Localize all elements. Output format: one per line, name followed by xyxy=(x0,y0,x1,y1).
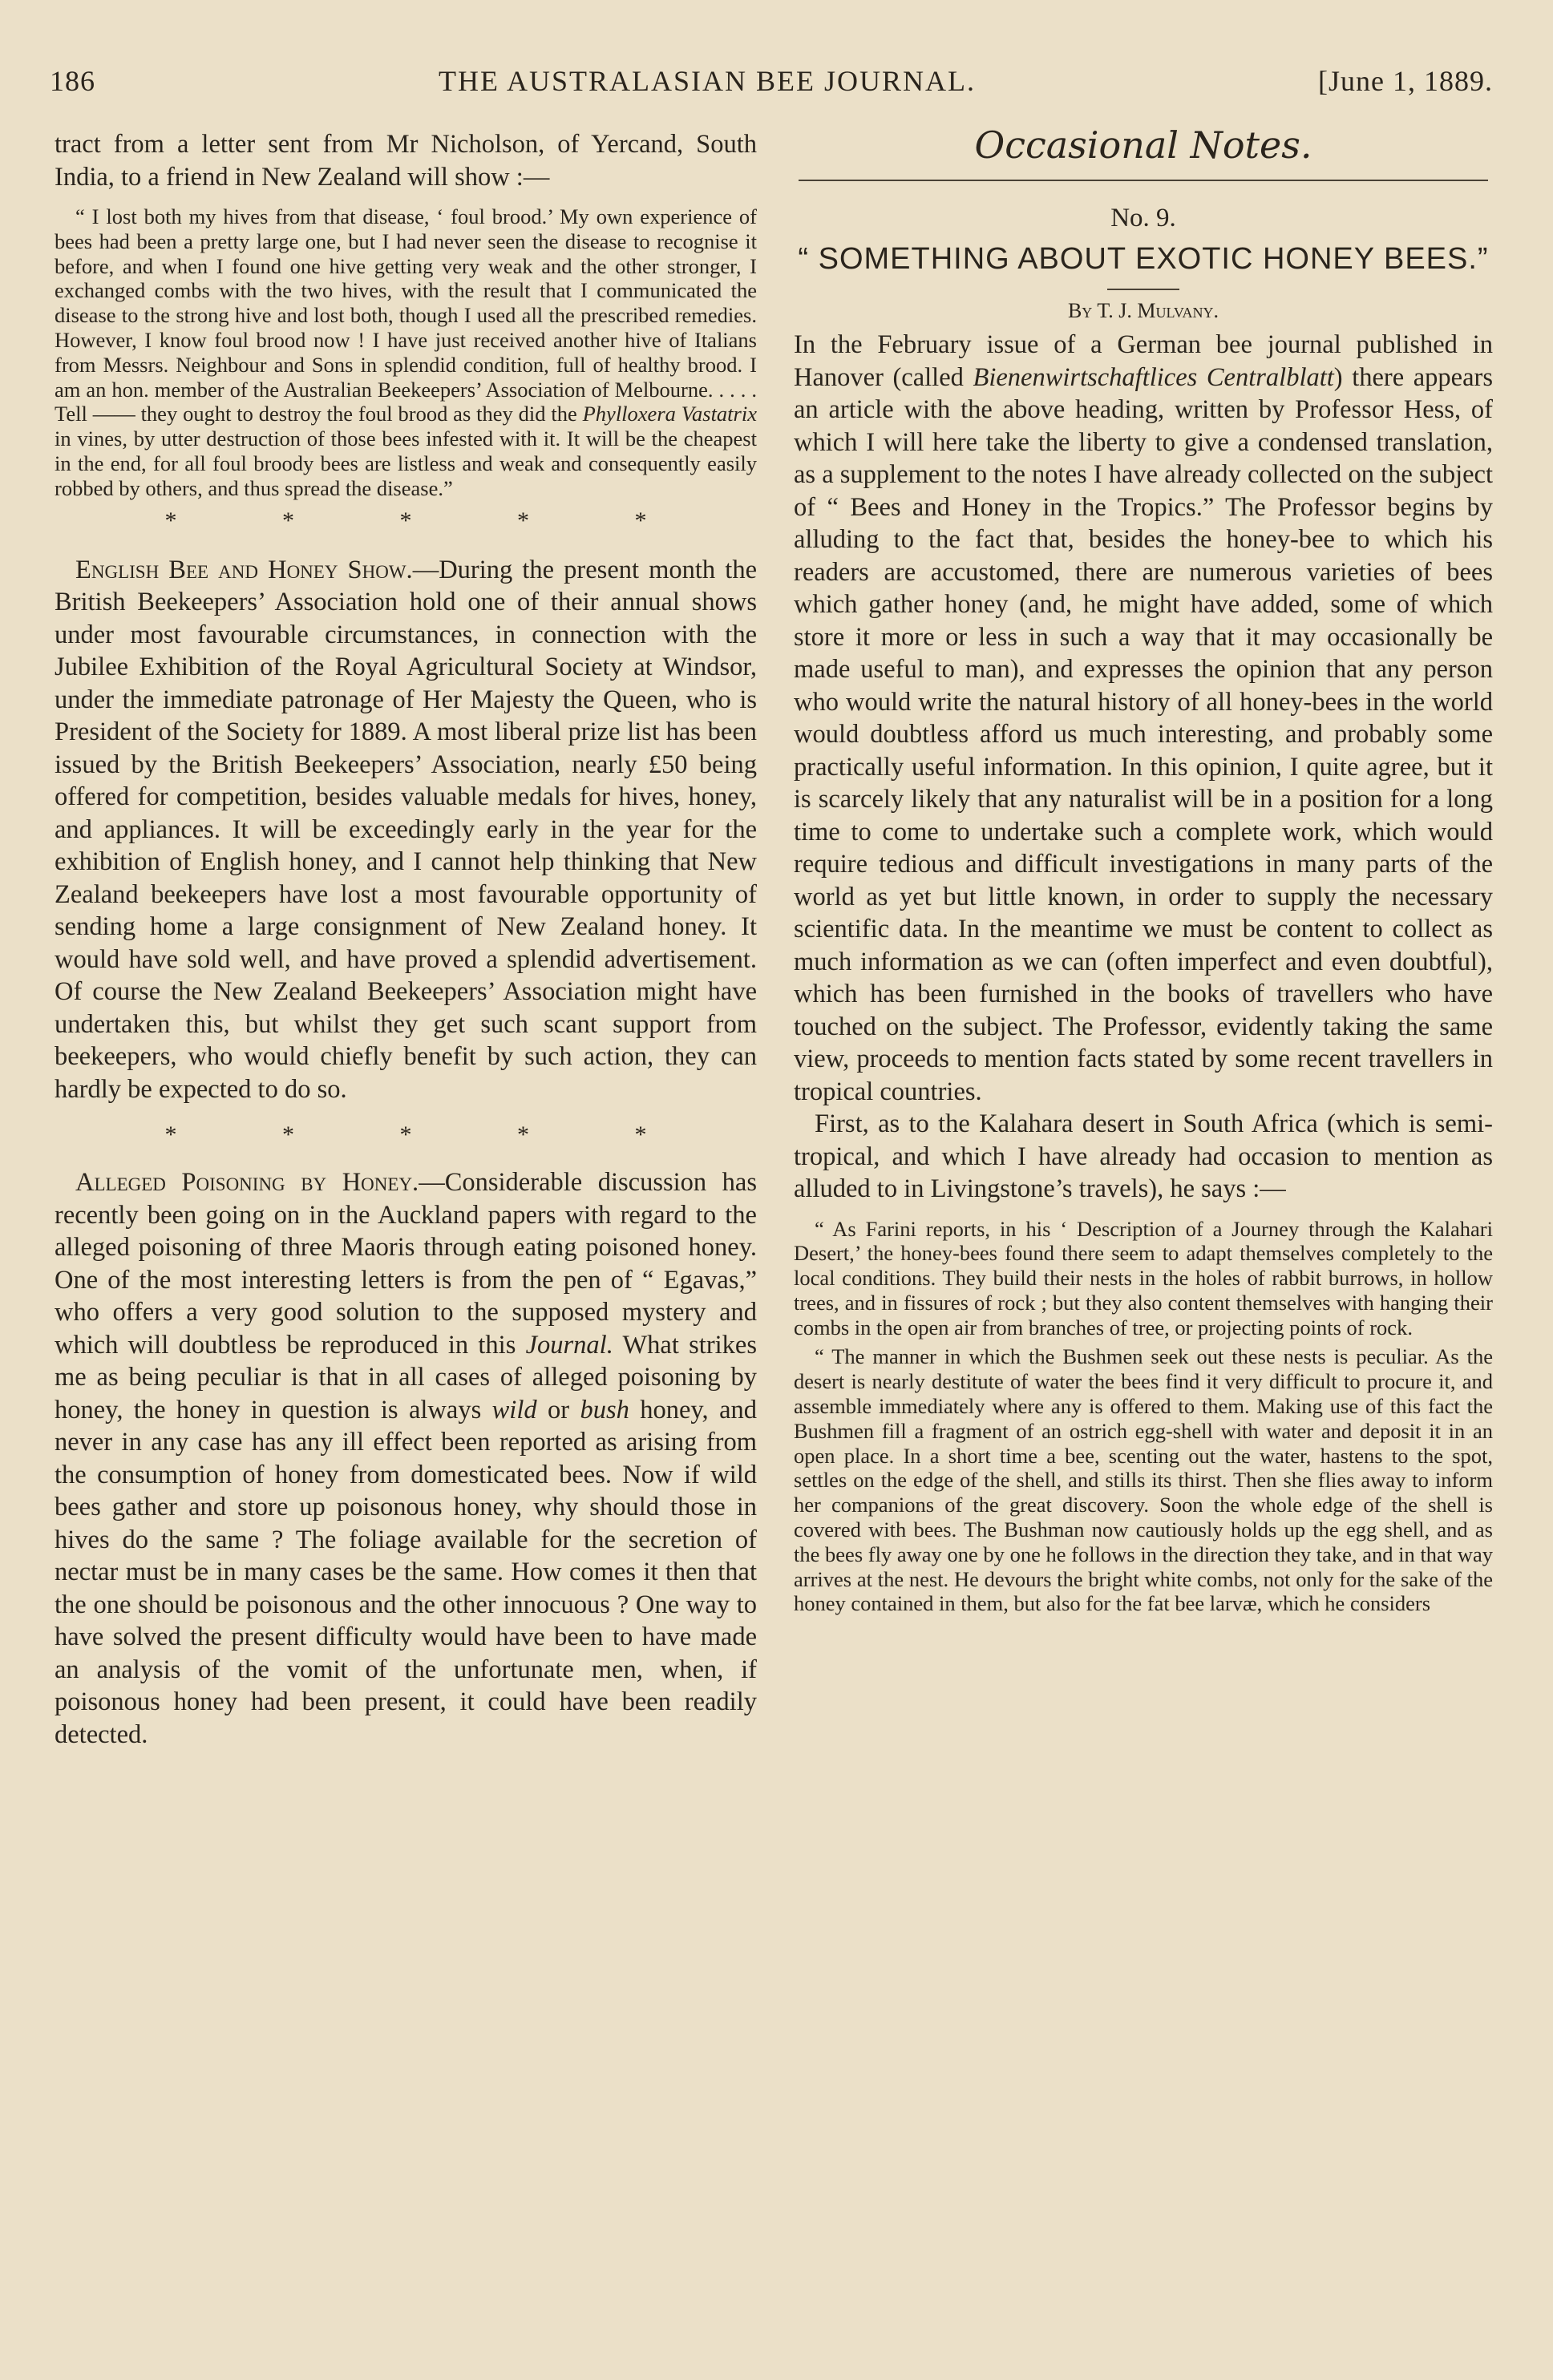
article-paragraph-text: In the February issue of a German bee journal published in Hanover (called xyxy=(794,330,1493,392)
alleged-poisoning-text: —Considerable discussion has recently been going on in the Auckland papers with regard to the alleged poisoning of three Maoris through eating poisoned honey. One of the most interesting letters is from the pen of “ Egavas,” who offers a very good solution to the supposed mystery and which will doubtless be reproduced in this xyxy=(55,1168,758,1360)
nicholson-quote xyxy=(55,204,757,501)
english-show-paragraph xyxy=(55,554,757,1106)
farini-quote: “ As Farini reports, in his ‘ Description of a Journey through the Kalahari Desert,’ the honey-bees found there seem to adapt themselves completely to the local conditions. They build their nests in the holes of rabbit burrows, in hollow trees, and in fissures of rock ; but they also content themselves with hanging their combs in the open air from branches of tree, or projecting points of rock. xyxy=(794,1216,1493,1340)
alleged-poisoning-paragraph xyxy=(55,1166,757,1751)
article-headline: “ SOMETHING ABOUT EXOTIC HONEY BEES.” xyxy=(798,242,1489,276)
alleged-poisoning-text: What strikes me as being peculiar is that in all cases of alleged poisoning by honey, the honey in question is always xyxy=(55,1330,757,1424)
alleged-poisoning-text: honey, and never in any case has any ill effect been reported as arising from the consumption of honey from domesticated bees. Now if wild bees gather and store up poisonous honey, why should those in hives do the same ? The foliage available for the secretion of nectar must be in many cases be the same. How comes it then that the one should be poisonous and the other innocuous ? One way to have solved the present difficulty would have been to have made an analysis of the vomit of the unfortunate men, when, if poisonous honey had been present, it could have been readily detected. xyxy=(55,1395,757,1749)
bush-term: bush xyxy=(580,1395,629,1424)
nicholson-quote-end: in vines, by utter destruction of those bees infested with it. It will be the cheapest in the end, for all foul broody bees are listless and weak and consequently easily robbed by others, and thus spread the disease.” xyxy=(55,426,757,500)
alleged-poisoning-heading: Alleged Poisoning by Honey. xyxy=(75,1168,419,1198)
right-column xyxy=(794,120,1493,1616)
phylloxera-term: Phylloxera Vastatrix xyxy=(582,402,757,426)
article-paragraph-text: ) there appears an article with the above heading, written by Professor Hess, of which I will here take the liberty to give a condensed translation, as a supplement to the notes I have already collected on the subject of “ Bees and Honey in the Tropics.” The Professor begins by alluding to the fact that, besides the honey-bee to which his readers are accustomed, there are numerous varieties of bees which gather honey (and, he might have added, some of which store it more or less in such a way that it may occasionally be made useful to man), and expresses the opinion that any person who would write the natural history of all honey-bees in the world would doubtless afford us much interesting, and probably some practically useful information. In this opinion, I quite agree, but it is scarcely likely that any naturalist will be in a position for a long time to come to undertake such a complete work, which would require tedious and difficult investigations in many parts of the world as yet but little known, in order to supply the necessary scientific data. In the meantime we must be content to collect as much information as we can (often imperfect and even doubtful), which has been furnished in the books of travellers who have touched on the subject. The Professor, evidently taking the same view, proceeds to mention facts stated by some recent travellers in tropical countries. xyxy=(794,362,1493,1106)
bushmen-quote: “ The manner in which the Bushmen seek out these nests is peculiar. As the desert is nearly destitute of water the bees find it very difficult to procure it, and assemble immediately where any is offered to them. Making use of this fact the Bushmen fill a fragment of an ostrich egg-shell with water and deposit it in an open place. In a short time a bee, scenting out the water, hastens to the spot, settles on the edge of the shell, and stills its thirst. Then she flies away to inform her companions of the great discovery. Soon the whole edge of the shell is covered with bees. The Bushman now cautiously holds up the egg shell, and as the bees fly away one by one he follows in the direction they take, and in that way arrives at the nest. He devours the bright white combs, not only for the sake of the honey contained in them, but also for the fat bee larvæ, which he considers xyxy=(794,1344,1493,1616)
english-show-text: —During the present month the British Beekeepers’ Association hold one of their annual shows under most favourable circumstances, in connection with the Jubilee Exhibition of the Royal Agricultural Society at Windsor, under the immediate patronage of Her Majesty the Queen, who is President of the Society for 1889. A most liberal prize list has been issued by the British Beekeepers’ Association, nearly £50 being offered for competition, besides valuable medals for hives, honey, and appliances. It will be exceedingly early in the year for the exhibition of English honey, and I cannot help thinking that New Zealand beekeepers have lost a most favourable opportunity of sending home a large consignment of New Zealand honey. It would have sold well, and have proved a splendid advertisement. Of course the New Zealand Beekeepers’ Association might have undertaken this, but whilst they get such scant support from beekeepers, who would chiefly benefit by such action, they can hardly be expected to do so. xyxy=(55,555,757,1104)
journal-title: THE AUSTRALASIAN BEE JOURNAL. xyxy=(439,65,976,97)
journal-term: Journal. xyxy=(525,1330,613,1360)
english-show-heading: English Bee and Honey Show. xyxy=(75,555,413,584)
left-column xyxy=(55,128,757,1751)
intro-paragraph: tract from a letter sent from Mr Nicholson, of Yercand, South India, to a friend in New Zealand will show :— xyxy=(55,130,757,192)
note-number: No. 9. xyxy=(1110,204,1176,232)
nicholson-quote-text: “ I lost both my hives from that disease, ‘ foul brood.’ My own experience of bees had been a pretty large one, but I had never seen the disease to recognise it before, and when I found one hive getting very weak and the other stronger, I exchanged combs with the two hives, with the result that I communicated the disease to the strong hive and lost both, though I used all the prescribed remedies. However, I know foul brood now ! I have just received another hive of Italians from Messrs. Neighbour and Sons in splendid condition, full of healthy brood. I am an hon. member of the Australian Beekeepers’ Association of Melbourne. . . . . Tell —— they ought to destroy the foul brood as they did the xyxy=(55,204,757,426)
page-number: 186 xyxy=(50,65,95,97)
title-rule xyxy=(799,180,1488,181)
separator-stars: * * * * * xyxy=(164,1121,697,1149)
kalahara-paragraph: First, as to the Kalahara desert in South Africa (which is semi-tropical, and which I have already had occasion to mention as alluded to in Livingstone’s travels), he says :— xyxy=(794,1109,1493,1203)
headline-rule xyxy=(1107,289,1179,290)
page-header xyxy=(50,58,1493,106)
wild-term: wild xyxy=(491,1395,537,1424)
article-byline: By T. J. Mulvany. xyxy=(1067,299,1219,322)
section-title: Occasional Notes. xyxy=(974,123,1312,167)
separator-stars: * * * * * xyxy=(164,507,697,534)
issue-date: [June 1, 1889. xyxy=(1318,65,1493,97)
article-paragraph xyxy=(794,329,1493,1108)
german-journal-name: Bienenwirtschaftlices Centralblatt xyxy=(973,362,1334,392)
alleged-poisoning-text: or xyxy=(536,1395,580,1424)
